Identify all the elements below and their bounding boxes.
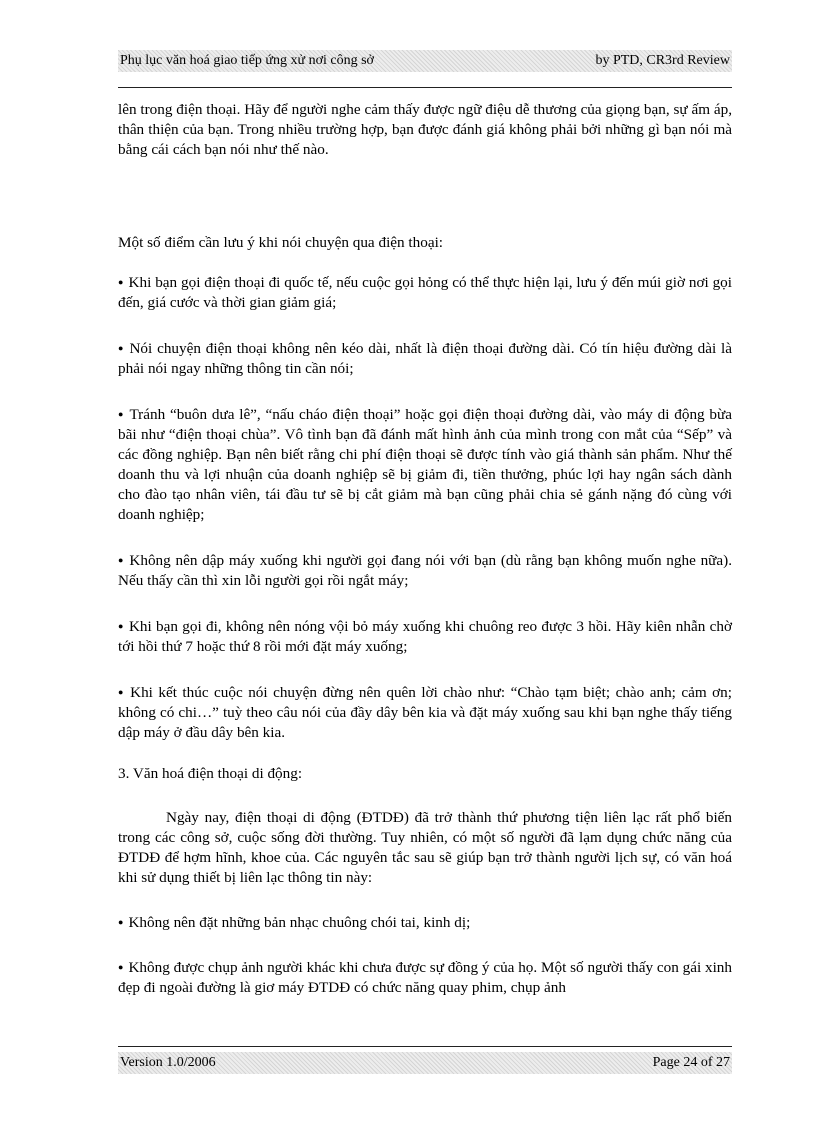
phone-tips-heading: Một số điểm cần lưu ý khi nói chuyện qua điện thoại: bbox=[118, 234, 444, 251]
footer-divider bbox=[118, 1046, 732, 1047]
list-item: ● Khi kết thúc cuộc nói chuyện đừng nên quên lời chào như: “Chào tạm biệt; chào anh; cảm ơn; không có chi…” tuỳ theo câu nói của đầy dây bên kia và đặt máy xuống sau khi bạn nghe thấy tiếng dập máy ở đầu dây bên kia. bbox=[118, 682, 732, 743]
mobile-intro-paragraph: Ngày nay, điện thoại di động (ĐTDĐ) đã trở thành thứ phương tiện liên lạc rất phổ biến trong các công sở, cuộc sống đời thường. Tuy nhiên, có một số người đã lạm dụng chức năng của ĐTDĐ để hợm hĩnh, khoe của. Các nguyên tắc sau sẽ giúp bạn trở thành người lịch sự, có văn hoá khi sử dụng thiết bị liên lạc thông tin này: bbox=[118, 809, 732, 886]
list-item: ● Không nên dập máy xuống khi người gọi đang nói với bạn (dù rằng bạn không muốn nghe nữa). Nếu thấy cần thì xin lỗi người gọi rồi ngắt máy; bbox=[118, 550, 732, 591]
header-title: Phụ lục văn hoá giao tiếp ứng xử nơi công sở bbox=[120, 53, 374, 68]
section-heading: 3. Văn hoá điện thoại di động: bbox=[118, 765, 303, 782]
page-footer bbox=[118, 1052, 732, 1074]
list-item: ● Không được chụp ảnh người khác khi chưa được sự đồng ý của họ. Một số người thấy con gái xinh đẹp đi ngoài đường là giơ máy ĐTDĐ có chức năng quay phim, chụp ảnh bbox=[118, 957, 732, 998]
list-item: ● Nói chuyện điện thoại không nên kéo dài, nhất là điện thoại đường dài. Có tín hiệu đường dài là phải nói ngay những thông tin cần nói; bbox=[118, 338, 732, 379]
header-author: by PTD, CR3rd Review bbox=[595, 53, 730, 68]
document-body bbox=[118, 100, 732, 998]
header-divider bbox=[118, 87, 732, 88]
list-item: ● Tránh “buôn dưa lê”, “nấu cháo điện thoại” hoặc gọi điện thoại đường dài, vào máy di động bừa bãi như “điện thoại chùa”. Vô tình bạn đã đánh mất hình ảnh của mình trong con mắt của “Sếp” và các đồng nghiệp. Bạn nên biết rằng chi phí điện thoại sẽ được tính vào giá thành sản phẩm. Như thế doanh thu và lợi nhuận của doanh nghiệp sẽ bị giảm đi, tiền thưởng, phúc lợi hay ngân sách dành cho đào tạo nhân viên, tái đầu tư sẽ bị cắt giảm mà bạn cũng phải chia sẻ gánh nặng đó cùng với doanh nghiệp; bbox=[118, 404, 732, 525]
version-label: Version 1.0/2006 bbox=[120, 1055, 216, 1070]
list-item: ● Khi bạn gọi đi, không nên nóng vội bỏ máy xuống khi chuông reo được 3 hồi. Hãy kiên nhẫn chờ tới hồi thứ 7 hoặc thứ 8 rồi mới đặt máy xuống; bbox=[118, 616, 732, 657]
page-number: Page 24 of 27 bbox=[652, 1055, 730, 1070]
page-header bbox=[118, 50, 732, 72]
intro-paragraph: lên trong điện thoại. Hãy để người nghe cảm thấy được ngữ điệu dễ thương của giọng bạn, sự ấm áp, thân thiện của bạn. Trong nhiều trường hợp, bạn được đánh giá không phải bởi những gì bạn nói mà bằng cái cách bạn nói như thế nào. bbox=[118, 101, 732, 158]
list-item: ● Không nên đặt những bản nhạc chuông chói tai, kinh dị; bbox=[118, 912, 732, 933]
list-item: ● Khi bạn gọi điện thoại đi quốc tế, nếu cuộc gọi hỏng có thể thực hiện lại, lưu ý đến múi giờ nơi gọi đến, giá cước và thời gian giảm giá; bbox=[118, 272, 732, 313]
